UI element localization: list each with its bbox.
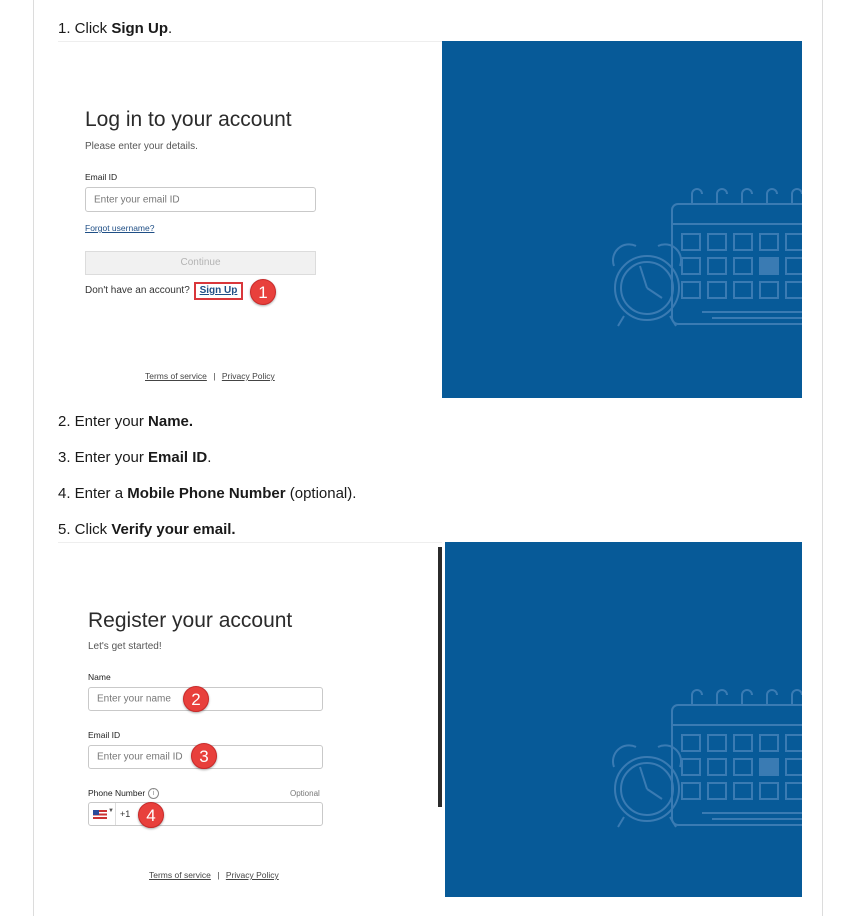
signup-link[interactable]: Sign Up (194, 282, 243, 300)
name-label: Name (88, 672, 111, 682)
step-text: 5. Click (58, 521, 112, 538)
login-footer (145, 371, 275, 381)
register-subtitle: Let's get started! (88, 641, 162, 652)
step-badge-1: 1 (250, 279, 276, 305)
step-text: 2. Enter your (58, 413, 149, 430)
phone-country-code: +1 (120, 809, 131, 819)
continue-button[interactable]: Continue (85, 251, 316, 275)
login-brand-panel (442, 41, 802, 398)
step-text: 1. Click (58, 20, 112, 37)
step-5 (58, 520, 236, 540)
step-4 (58, 484, 356, 504)
terms-link[interactable]: Terms of service (145, 371, 207, 381)
step-bold: Email ID (148, 449, 208, 466)
phone-label-text: Phone Number (88, 788, 146, 798)
scrollbar[interactable] (438, 547, 442, 807)
step-bold: Sign Up (111, 20, 169, 37)
content-left-border (33, 0, 34, 916)
name-placeholder: Enter your name (97, 693, 171, 705)
country-selector[interactable] (89, 803, 116, 825)
email-label: Email ID (85, 172, 118, 182)
alarm-clock-icon (602, 236, 692, 331)
phone-label (88, 788, 159, 799)
phone-optional: Optional (290, 789, 320, 798)
register-email-placeholder: Enter your email ID (97, 751, 183, 763)
step-3 (58, 448, 211, 468)
phone-input[interactable] (88, 802, 323, 826)
alarm-clock-icon (602, 737, 692, 832)
privacy-link[interactable]: Privacy Policy (221, 371, 275, 381)
step-text: 4. Enter a (58, 485, 128, 502)
register-terms-link[interactable]: Terms of service (149, 870, 211, 880)
footer-separator: | (217, 870, 220, 880)
login-subtitle: Please enter your details. (85, 141, 198, 152)
content-right-border (822, 0, 823, 916)
step-text: 3. Enter your (58, 449, 149, 466)
register-screenshot (58, 542, 442, 915)
step-badge-3: 3 (191, 743, 217, 769)
step-badge-4: 4 (138, 802, 164, 828)
email-input[interactable] (85, 187, 316, 212)
register-privacy-link[interactable]: Privacy Policy (225, 870, 279, 880)
step-text: . (168, 20, 173, 37)
step-text: . (207, 449, 212, 466)
register-brand-panel (445, 542, 802, 897)
step-badge-2: 2 (183, 686, 209, 712)
register-title: Register your account (88, 609, 293, 632)
footer-separator: | (213, 371, 216, 381)
login-title: Log in to your account (85, 108, 292, 131)
step-text: (optional). (285, 485, 357, 502)
forgot-username-link[interactable]: Forgot username? (85, 223, 155, 233)
login-screenshot (58, 41, 442, 399)
step-2 (58, 412, 193, 432)
step-bold: Name. (148, 413, 194, 430)
email-placeholder: Enter your email ID (94, 194, 180, 205)
us-flag-icon (93, 810, 107, 819)
register-email-label: Email ID (88, 730, 121, 740)
step-bold: Mobile Phone Number (127, 485, 286, 502)
step-bold: Verify your email. (111, 521, 236, 538)
info-icon[interactable]: i (148, 788, 159, 799)
no-account-text: Don't have an account? (85, 285, 190, 296)
chevron-down-icon: ▼ (108, 808, 114, 814)
register-footer (149, 870, 279, 880)
step-1 (58, 19, 172, 39)
